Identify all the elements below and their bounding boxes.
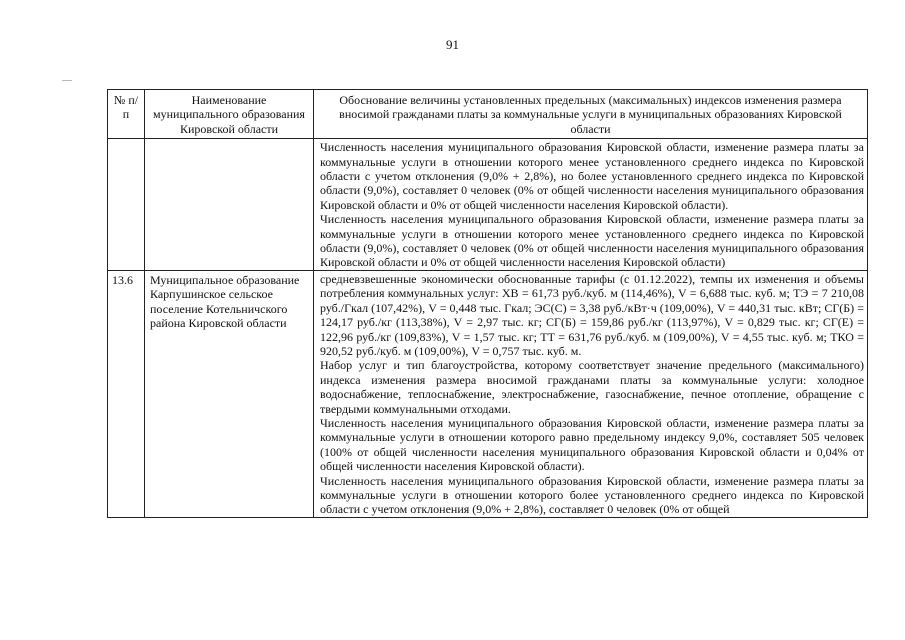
justification-paragraph: Численность населения муниципального образования Кировской области, изменение размера платы за коммунальные услуги в отношении которого менее установленного среднего индекса по Кировской области (9,0%), составляет 0 человек (0% от общей численности населения муниципального образования Кировской области и 0% от общей численности населения Кировской области) [320,212,864,270]
justification-cell [314,139,868,271]
table-row [108,139,868,271]
table-header-row [108,90,868,139]
municipality-name [145,139,314,271]
tariff-index-table [107,89,868,518]
municipality-name: Муниципальное образование Карпушинское сельское поселение Котельничского района Кировской области [145,270,314,517]
justification-cell [314,270,868,517]
header-municipality: Наименование муниципального образования Кировской области [145,90,314,139]
header-justification: Обоснование величины установленных предельных (максимальных) индексов изменения размера вносимой гражданами платы за коммунальные услуги в муниципальных образованиях Кировской области [314,90,868,139]
page-number: 91 [446,37,459,52]
row-number: 13.6 [108,270,145,517]
justification-paragraph: Численность населения муниципального образования Кировской области, изменение размера платы за коммунальные услуги в отношении которого равно предельному индексу 9,0%, составляет 505 человек (100% от общей численности населения муниципального образования Кировской области и 0,04% от общей численности населения Кировской области). [320,415,864,474]
margin-mark [62,80,72,81]
header-number: № п/п [108,90,145,139]
justification-paragraph: средневзвешенные экономически обоснованные тарифы (с 01.12.2022), темпы их изменения и объемы потребления коммунальных услуг: ХВ = 61,73 руб./куб. м (114,46%), V = 6,688 тыс. куб. м; ТЭ = 7 210,08 руб./Гкал (107,42%), V = 0,448 тыс. Гкал; ЭС(С) = 3,38 руб./кВт·ч (109,00%), V = 440,31 тыс. кВт; СГ(Б) = 124,17 руб./кг (113,38%), V = 2,97 тыс. кг; СГ(Б) = 159,86 руб./кг (113,97%), V = 0,829 тыс. кг; СГ(Е) = 122,96 руб./кг (109,83%), V = 1,57 тыс. кг; ТТ = 631,76 руб./куб. м (109,00%), V = 4,55 тыс. куб. м; ТКО = 920,52 руб./куб. м (109,00%), V = 0,757 тыс. куб. м. [320,271,864,358]
row-number [108,139,145,271]
justification-paragraph: Набор услуг и тип благоустройства, которому соответствует значение предельного (максимального) индекса изменения размера вносимой гражданами платы за коммунальные услуги: холодное водоснабжение, теплоснабжение, электроснабжение, газоснабжение, печное отопление, обращение с твердыми коммунальными отходами. [320,358,864,416]
justification-paragraph: Численность населения муниципального образования Кировской области, изменение размера платы за коммунальные услуги в отношении которого менее установленного среднего индекса по Кировской области с учетом отклонения (9,0% + 2,8%), но более установленного среднего индекса по Кировской области (9,0%), составляет 0 человек (0% от общей численности населения муниципального образования Кировской области и 0% от общей численности населения Кировской области). [320,140,864,212]
justification-paragraph: Численность населения муниципального образования Кировской области, изменение размера платы за коммунальные услуги в отношении которого более установленного среднего индекса по Кировской области с учетом отклонения (9,0% + 2,8%), составляет 0 человек (0% от общей [320,473,864,517]
table-row [108,270,868,517]
